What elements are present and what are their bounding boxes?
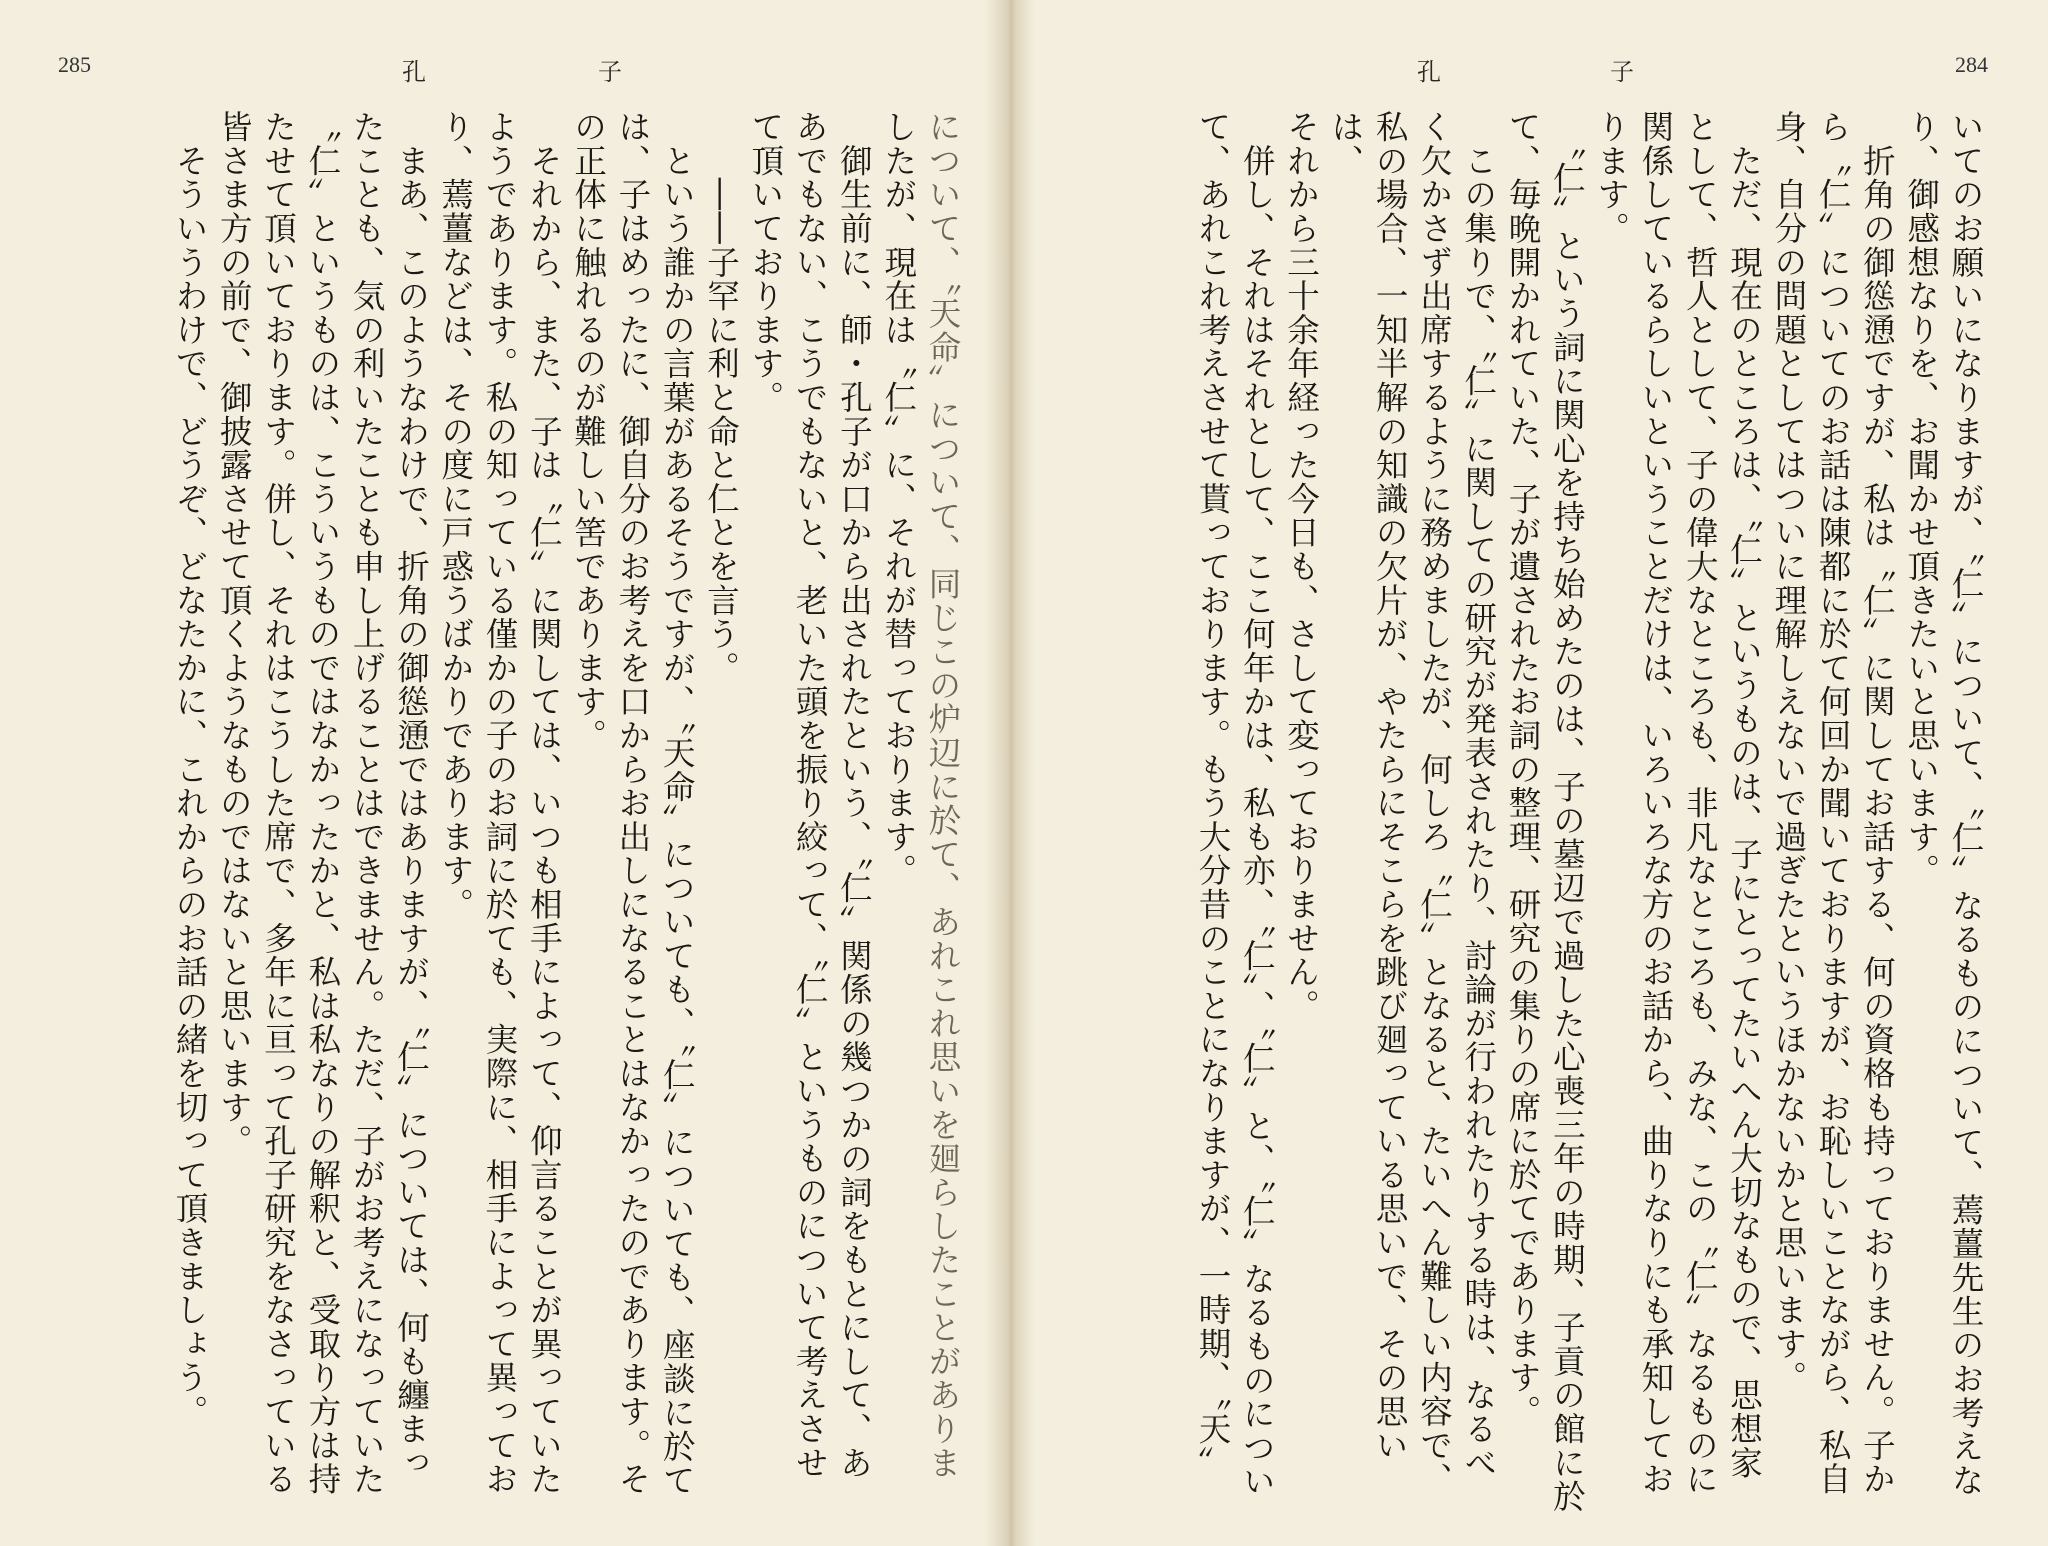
text-line: て、毎晩開かれていた、子が遺されたお詞の整理、研究の集りの席に於てであります。 <box>1504 110 1543 1429</box>
text-line: そういうわけで、どうぞ、どなたかに、これからのお話の緒を切って頂きましょう。 <box>170 110 209 1429</box>
text-line: 身、自分の問題としてはついに理解しえないで過ぎたというほかないかと思います。 <box>1769 110 1808 1395</box>
text-line: 折角の御慫慂ですが、私は〝仁〟に関してお話する、何の資格も持っておりません。子か <box>1858 110 1897 1496</box>
running-head-left-2: 子 <box>598 58 622 86</box>
text-line: として、哲人として、子の偉大なところも、非凡なところも、みな、この〝仁〟なるものに <box>1681 110 1720 1496</box>
text-line: 〝仁〟というものは、こういうものではなかったかと、私は私なりの解釈と、受取り方は持 <box>303 110 342 1496</box>
text-line: という誰かの言葉があるそうですが、〝天命〟についても、〝仁〟についても、座談に於て <box>658 110 697 1498</box>
text-line: 私の場合、一知半解の知識の欠片が、やたらにそこらを跳び廻っている思いで、その思いは、 <box>1326 110 1410 1462</box>
text-line: 併し、それはそれとして、ここ何年かは、私も亦、〝仁〟、〝仁〟と、〝仁〟なるものについ <box>1238 110 1277 1499</box>
book-gutter <box>985 0 1035 1546</box>
text-line: この集りで、〝仁〟に関しての研究が発表されたり、討論が行われたりする時は、なるべ <box>1459 110 1498 1480</box>
text-line: て、あれこれ考えさせて貰っております。もう大分昔のことになりますが、一時期、〝天〟 <box>1193 110 1232 1480</box>
page-number-left: 285 <box>58 52 91 77</box>
right-page <box>1005 0 2048 1546</box>
text-line: たせて頂いております。併し、それはこうした席で、多年に亘って孔子研究をなさっている <box>259 110 298 1496</box>
text-line: 〝仁〟という詞に関心を持ち始めたのは、子の墓辺で過した心喪三年の時期、子貢の館に於 <box>1548 110 1587 1514</box>
text-line: ただ、現在のところは、〝仁〟というものは、子にとってたいへん大切なもので、思想家 <box>1725 110 1764 1480</box>
text-line: の正体に触れるのが難しい筈であります。 <box>569 110 608 753</box>
left-page-text <box>60 110 965 1520</box>
text-line: あでもない、こうでもないと、老いた頭を振り絞って、〝仁〟というものについて考えさせ <box>791 110 830 1480</box>
text-line: たことも、気の利いたことも申し上げることはできません。ただ、子がお考えになっていた <box>348 110 387 1496</box>
text-line: て頂いております。 <box>746 110 785 415</box>
text-line: り、御感想なりを、お聞かせ頂きたいと思います。 <box>1902 110 1941 888</box>
text-line: 関係しているらしいということだけは、いろいろな方のお話から、曲りなりにも承知してお <box>1636 110 1675 1496</box>
left-page <box>0 0 1005 1546</box>
text-line: り、蔫薑などは、その度に戸惑うばかりであります。 <box>436 110 475 922</box>
text-line: ようであります。私の知っている僅かの子のお詞に於ても、実際に、相手によって異ってお <box>481 110 520 1496</box>
text-line: く欠かさず出席するように務めましたが、何しろ〝仁〟となると、たいへん難しい内容で、 <box>1415 110 1454 1496</box>
text-line: ――子罕に利と命と仁とを言う。 <box>702 110 741 685</box>
text-line: それから三十余年経った今日も、さして変っておりません。 <box>1282 110 1321 1023</box>
running-head-right-2: 子 <box>1610 58 1634 86</box>
text-line: ら〝仁〟についてのお話は陳都に於て何回か聞いておりますが、お恥しいことながら、私自 <box>1814 110 1853 1496</box>
page-number-right: 284 <box>1955 52 1988 77</box>
text-line: 御生前に、師・孔子が口から出されたという、〝仁〟関係の幾つかの詞をもとにして、あ <box>835 110 874 1480</box>
right-page-text <box>1068 110 1988 1520</box>
text-line: ります。 <box>1592 110 1631 246</box>
text-line: それから、また、子は〝仁〟に関しては、いつも相手によって、仰言ることが異っていた <box>525 110 564 1496</box>
running-head-right-1: 孔 <box>1417 58 1441 86</box>
text-line: いてのお願いになりますが、〝仁〟について、〝仁〟なるものについて、蔫薑先生のお考えな <box>1947 110 1985 1498</box>
text-line: 皆さま方の前で、御披露させて頂くようなものではないと思います。 <box>215 110 254 1158</box>
text-line: について、〝天命〟について、同じこの炉辺に於て、あれこれ思いを廻らしたことがありま <box>924 110 962 1480</box>
running-head-left-1: 孔 <box>402 58 426 86</box>
text-line: は、子はめったに、御自分のお考えを口からお出しになることはなかったのであります。そ <box>613 110 652 1496</box>
text-line: したが、現在は〝仁〟に、それが替っております。 <box>879 110 918 888</box>
text-line: まあ、このようなわけで、折角の御慫慂ではありますが、〝仁〟については、何も纏まっ <box>392 110 431 1480</box>
